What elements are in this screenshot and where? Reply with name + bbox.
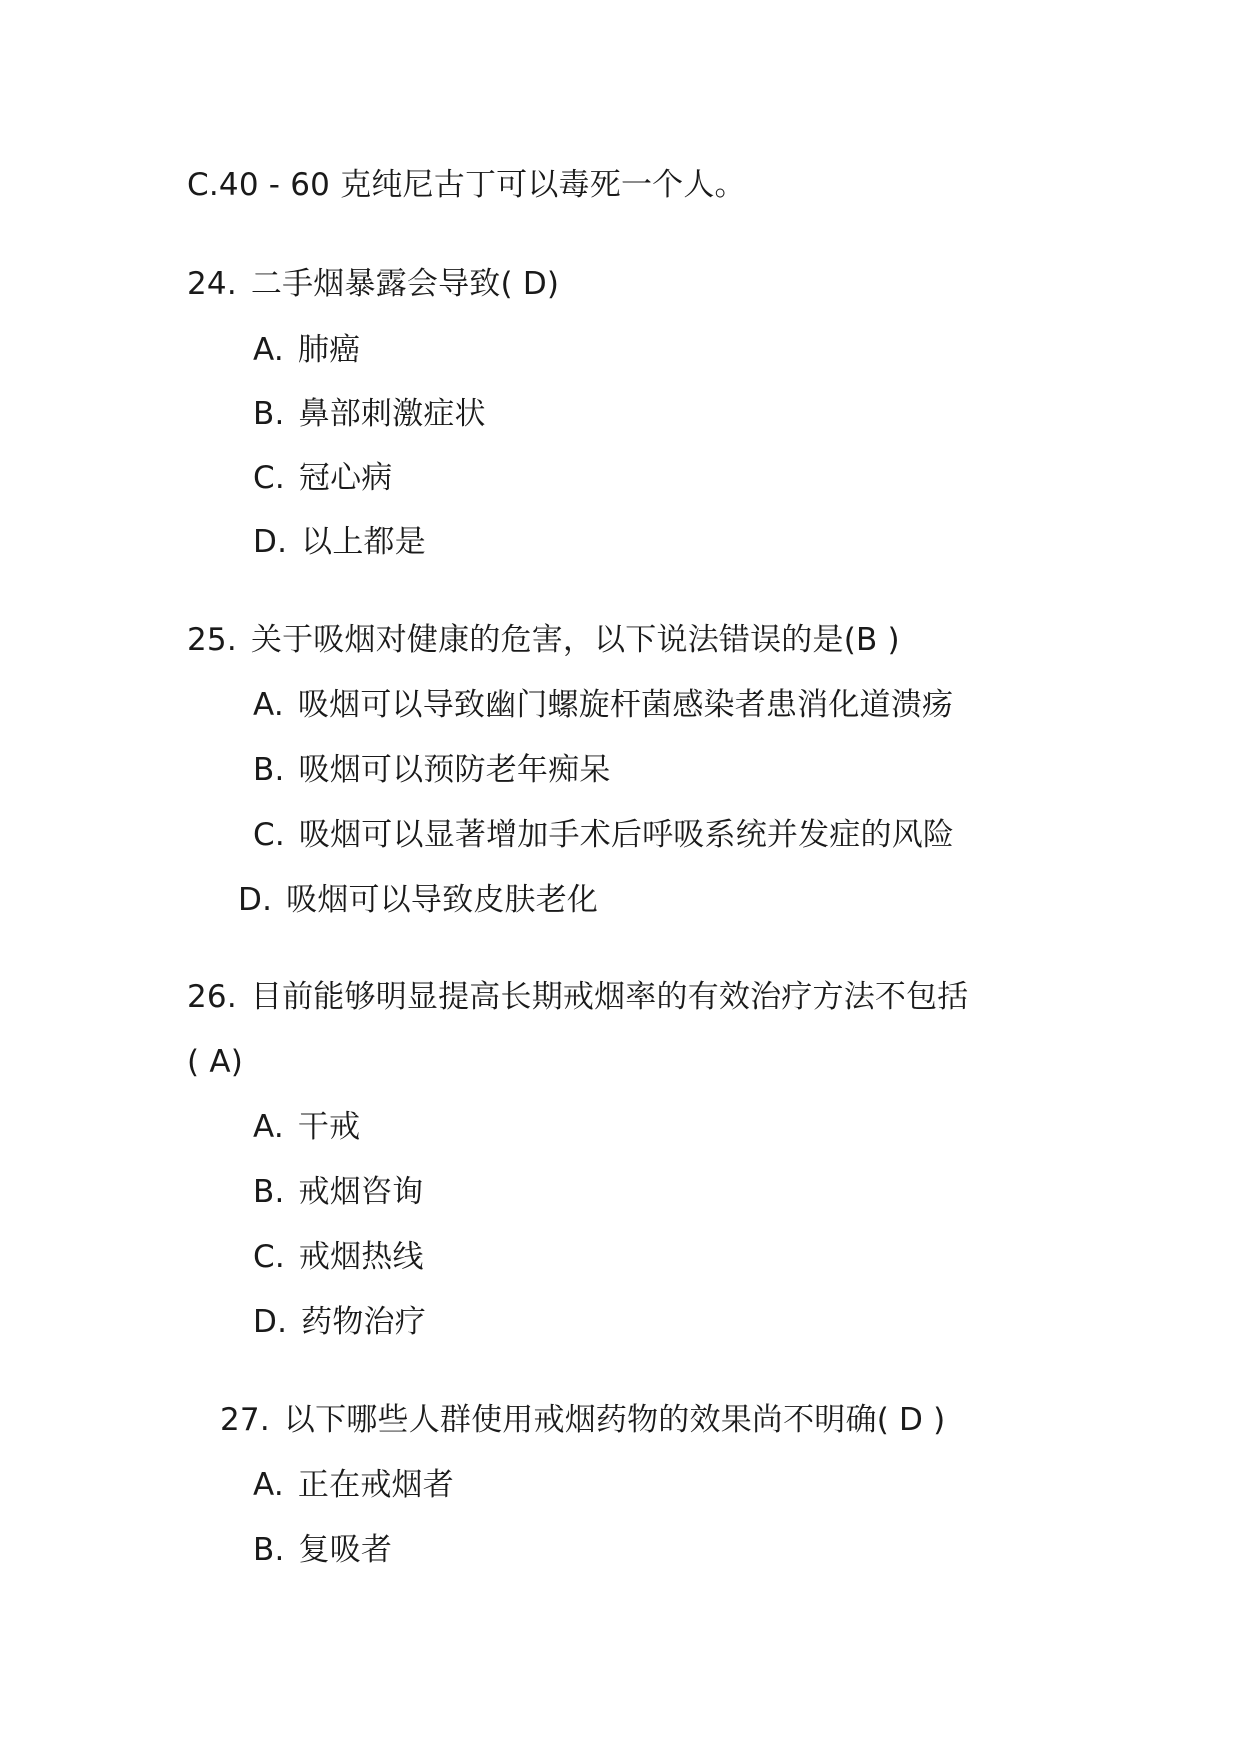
question-25 — [187, 620, 900, 660]
question-27 — [220, 1400, 945, 1440]
option-25-b — [253, 750, 611, 790]
option-text: 鼻部刺激症状 — [298, 396, 486, 432]
option-27-a — [253, 1465, 454, 1505]
option-26-c — [253, 1237, 424, 1277]
question-number: 26. — [187, 979, 237, 1015]
option-25-d — [238, 880, 598, 920]
option-25-c — [253, 815, 954, 855]
option-letter: D. — [253, 1304, 288, 1340]
option-text: 吸烟可以预防老年痴呆 — [298, 752, 611, 788]
option-text: 戒烟热线 — [298, 1239, 424, 1275]
option-text: 吸烟可以导致幽门螺旋杆菌感染者患消化道溃疡 — [297, 687, 954, 723]
option-letter: B. — [253, 1532, 285, 1568]
option-text: 干戒 — [297, 1109, 361, 1145]
option-text: 戒烟咨询 — [298, 1174, 424, 1210]
option-text: 复吸者 — [298, 1532, 393, 1568]
option-26-d — [253, 1302, 426, 1342]
continuation-line: C.40 - 60 克纯尼古丁可以毒死一个人。 — [187, 167, 746, 203]
option-letter: D. — [238, 882, 273, 918]
option-letter: B. — [253, 396, 285, 432]
option-text: 冠心病 — [298, 460, 393, 496]
question-text: 以下哪些人群使用戒烟药物的效果尚不明确( D ) — [283, 1402, 946, 1438]
question-24 — [187, 264, 559, 304]
question-text: 目前能够明显提高长期戒烟率的有效治疗方法不包括 — [250, 979, 969, 1015]
question-number: 27. — [220, 1402, 270, 1438]
option-letter: A. — [253, 687, 284, 723]
option-text: 吸烟可以导致皮肤老化 — [286, 882, 599, 918]
option-letter: C. — [253, 817, 285, 853]
question-26-continuation: ( A) — [187, 1044, 244, 1080]
option-letter: A. — [253, 1467, 284, 1503]
option-letter: A. — [253, 1109, 284, 1145]
question-number: 25. — [187, 622, 237, 658]
option-letter: B. — [253, 752, 285, 788]
option-24-c — [253, 458, 393, 498]
option-25-a — [253, 685, 953, 725]
option-text: 正在戒烟者 — [297, 1467, 454, 1503]
option-text: 吸烟可以显著增加手术后呼吸系统并发症的风险 — [298, 817, 955, 853]
option-letter: A. — [253, 332, 284, 368]
option-24-a — [253, 330, 360, 370]
option-text: 以上都是 — [301, 524, 426, 560]
question-26 — [187, 977, 969, 1017]
question-text: 关于吸烟对健康的危害，以下说法错误的是(B ) — [250, 622, 900, 658]
option-letter: C. — [253, 460, 285, 496]
option-26-b — [253, 1172, 423, 1212]
option-26-a — [253, 1107, 360, 1147]
option-letter: C. — [253, 1239, 285, 1275]
option-letter: D. — [253, 524, 288, 560]
option-24-d — [253, 522, 426, 562]
option-27-b — [253, 1530, 392, 1570]
question-number: 24. — [187, 266, 237, 302]
option-letter: B. — [253, 1174, 285, 1210]
question-text: 二手烟暴露会导致( D) — [250, 266, 560, 302]
option-24-b — [253, 394, 486, 434]
option-text: 药物治疗 — [301, 1304, 426, 1340]
option-text: 肺癌 — [297, 332, 361, 368]
